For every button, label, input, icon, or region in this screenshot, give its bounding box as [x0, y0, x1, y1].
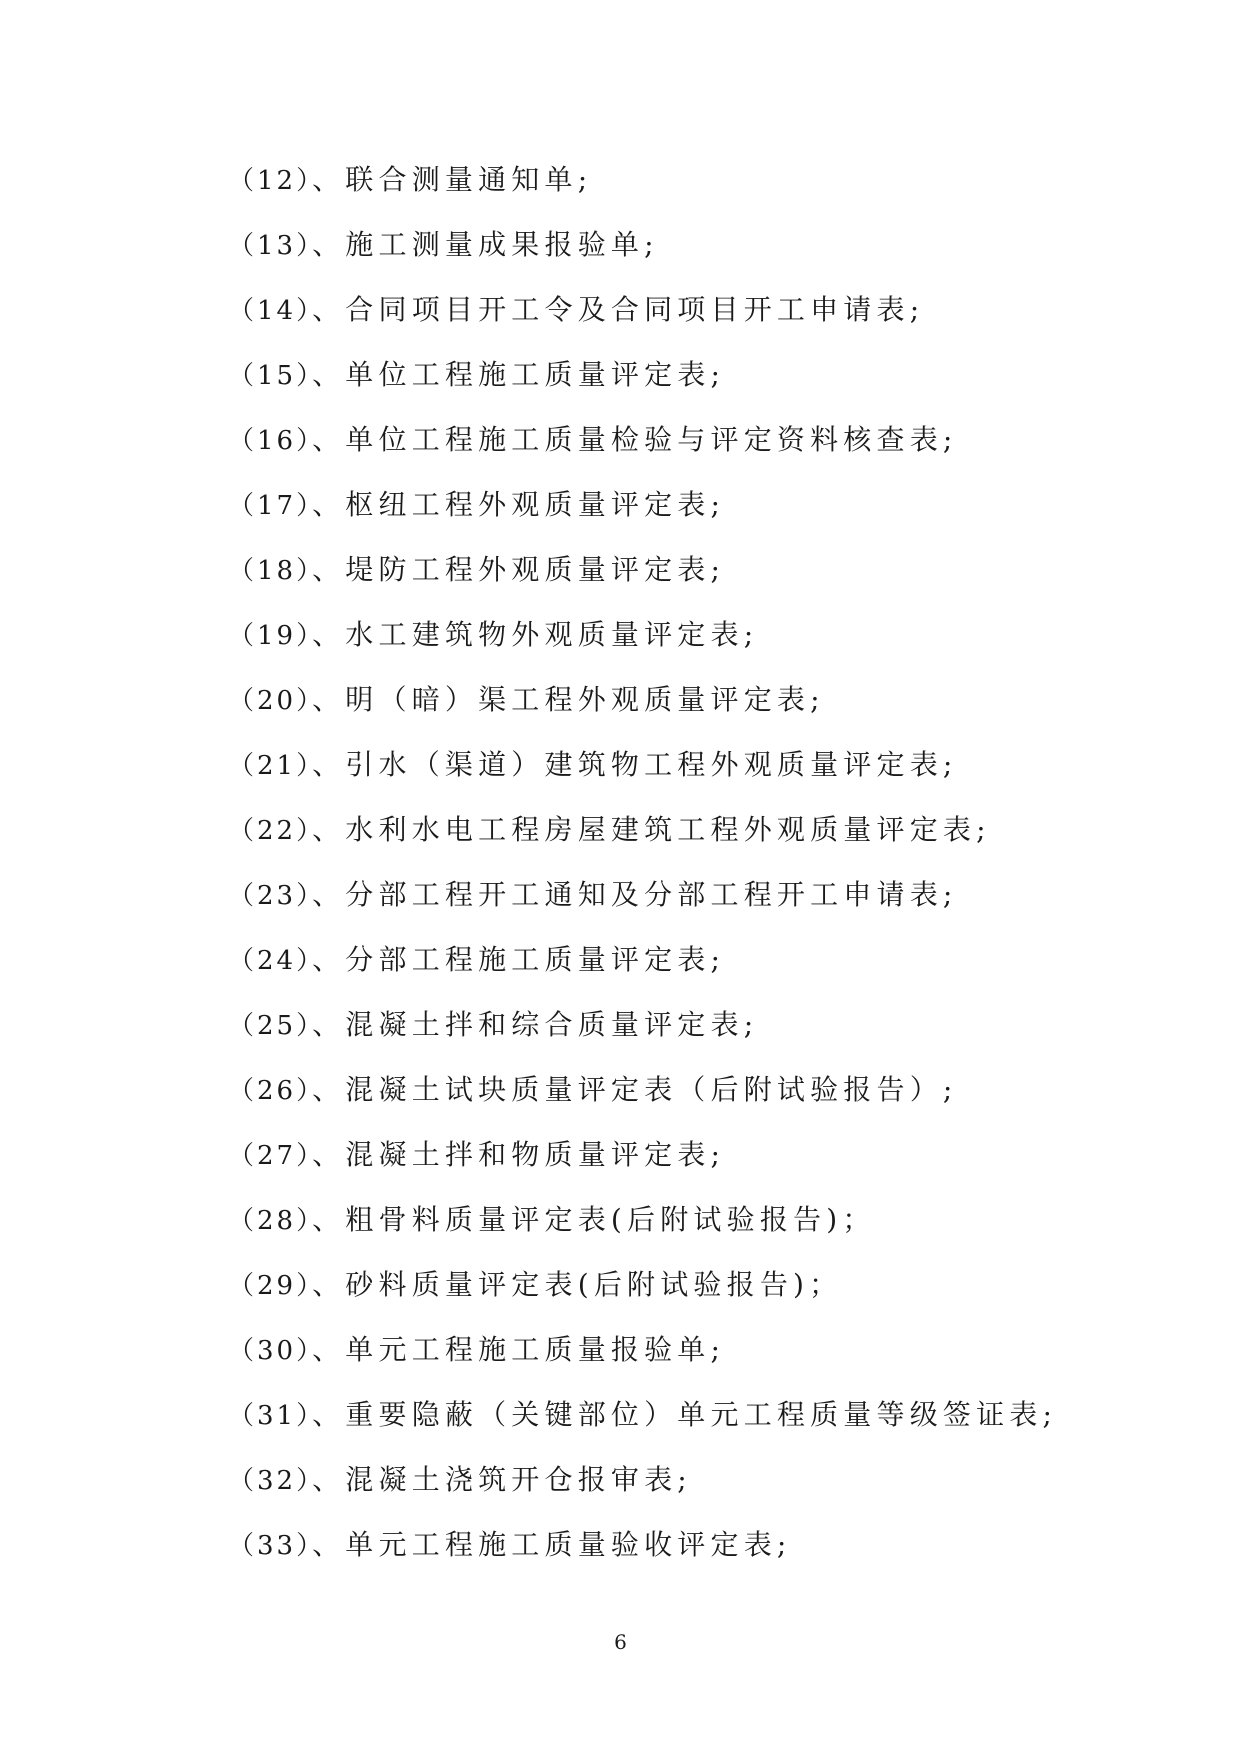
- page-number: 6: [614, 1630, 627, 1654]
- item-text: 、枢纽工程外观质量评定表;: [312, 488, 726, 521]
- item-text: 、粗骨料质量评定表(后附试验报告)；: [312, 1203, 876, 1236]
- item-text: 、单位工程施工质量评定表;: [312, 358, 726, 391]
- list-item: [228, 1001, 1128, 1066]
- list-item: [228, 871, 1128, 936]
- item-text: 、混凝土浇筑开仓报审表;: [312, 1463, 692, 1496]
- list-item: [228, 936, 1128, 1001]
- item-number: （18）: [228, 556, 313, 586]
- item-number: （17）: [228, 491, 313, 521]
- item-number: （23）: [228, 881, 313, 911]
- item-text: 、分部工程施工质量评定表;: [312, 943, 726, 976]
- list-item: [228, 1456, 1128, 1521]
- item-number: （26）: [228, 1076, 313, 1106]
- list-item: [228, 221, 1128, 286]
- list-item: [228, 286, 1128, 351]
- item-number: （27）: [228, 1141, 313, 1171]
- item-text: 、混凝土试块质量评定表（后附试验报告）;: [312, 1073, 958, 1106]
- list-item: [228, 351, 1128, 416]
- item-number: （19）: [228, 621, 313, 651]
- list-item: [228, 416, 1128, 481]
- list-item: [228, 481, 1128, 546]
- item-text: 、水工建筑物外观质量评定表;: [312, 618, 759, 651]
- item-text: 、施工测量成果报验单;: [312, 228, 659, 261]
- item-number: （28）: [228, 1206, 313, 1236]
- item-number: （20）: [228, 686, 313, 716]
- item-number: （13）: [228, 231, 313, 261]
- item-text: 、堤防工程外观质量评定表;: [312, 553, 726, 586]
- item-number: （14）: [228, 296, 313, 326]
- list-item: [228, 1131, 1128, 1196]
- item-text: 、联合测量通知单;: [312, 163, 593, 196]
- list-item: [228, 1521, 1128, 1586]
- item-text: 、引水（渠道）建筑物工程外观质量评定表;: [312, 748, 958, 781]
- item-number: （33）: [228, 1531, 313, 1561]
- item-number: （24）: [228, 946, 313, 976]
- list-item: [228, 1326, 1128, 1391]
- list-item: [228, 1196, 1128, 1261]
- item-number: （16）: [228, 426, 313, 456]
- list-item: [228, 1066, 1128, 1131]
- list-item: [228, 156, 1128, 221]
- item-text: 、砂料质量评定表(后附试验报告)；: [312, 1268, 843, 1301]
- list-item: [228, 741, 1128, 806]
- item-text: 、单元工程施工质量报验单;: [312, 1333, 726, 1366]
- list-item: [228, 1261, 1128, 1326]
- item-number: （32）: [228, 1466, 313, 1496]
- item-number: （31）: [228, 1401, 313, 1431]
- item-number: （30）: [228, 1336, 313, 1366]
- item-text: 、分部工程开工通知及分部工程开工申请表;: [312, 878, 958, 911]
- item-number: （21）: [228, 751, 313, 781]
- item-text: 、合同项目开工令及合同项目开工申请表;: [312, 293, 925, 326]
- item-text: 、重要隐蔽（关键部位）单元工程质量等级签证表;: [312, 1398, 1058, 1431]
- item-text: 、单元工程施工质量验收评定表;: [312, 1528, 792, 1561]
- item-number: （12）: [228, 166, 313, 196]
- item-text: 、混凝土拌和综合质量评定表;: [312, 1008, 759, 1041]
- item-text: 、单位工程施工质量检验与评定资料核查表;: [312, 423, 958, 456]
- list-item: [228, 611, 1128, 676]
- item-text: 、明（暗）渠工程外观质量评定表;: [312, 683, 825, 716]
- list-item: [228, 806, 1128, 871]
- list-item: [228, 676, 1128, 741]
- item-number: （29）: [228, 1271, 313, 1301]
- item-text: 、水利水电工程房屋建筑工程外观质量评定表;: [312, 813, 991, 846]
- form-list: [228, 156, 1128, 1586]
- item-number: （22）: [228, 816, 313, 846]
- item-text: 、混凝土拌和物质量评定表;: [312, 1138, 726, 1171]
- list-item: [228, 1391, 1128, 1456]
- item-number: （25）: [228, 1011, 313, 1041]
- item-number: （15）: [228, 361, 313, 391]
- list-item: [228, 546, 1128, 611]
